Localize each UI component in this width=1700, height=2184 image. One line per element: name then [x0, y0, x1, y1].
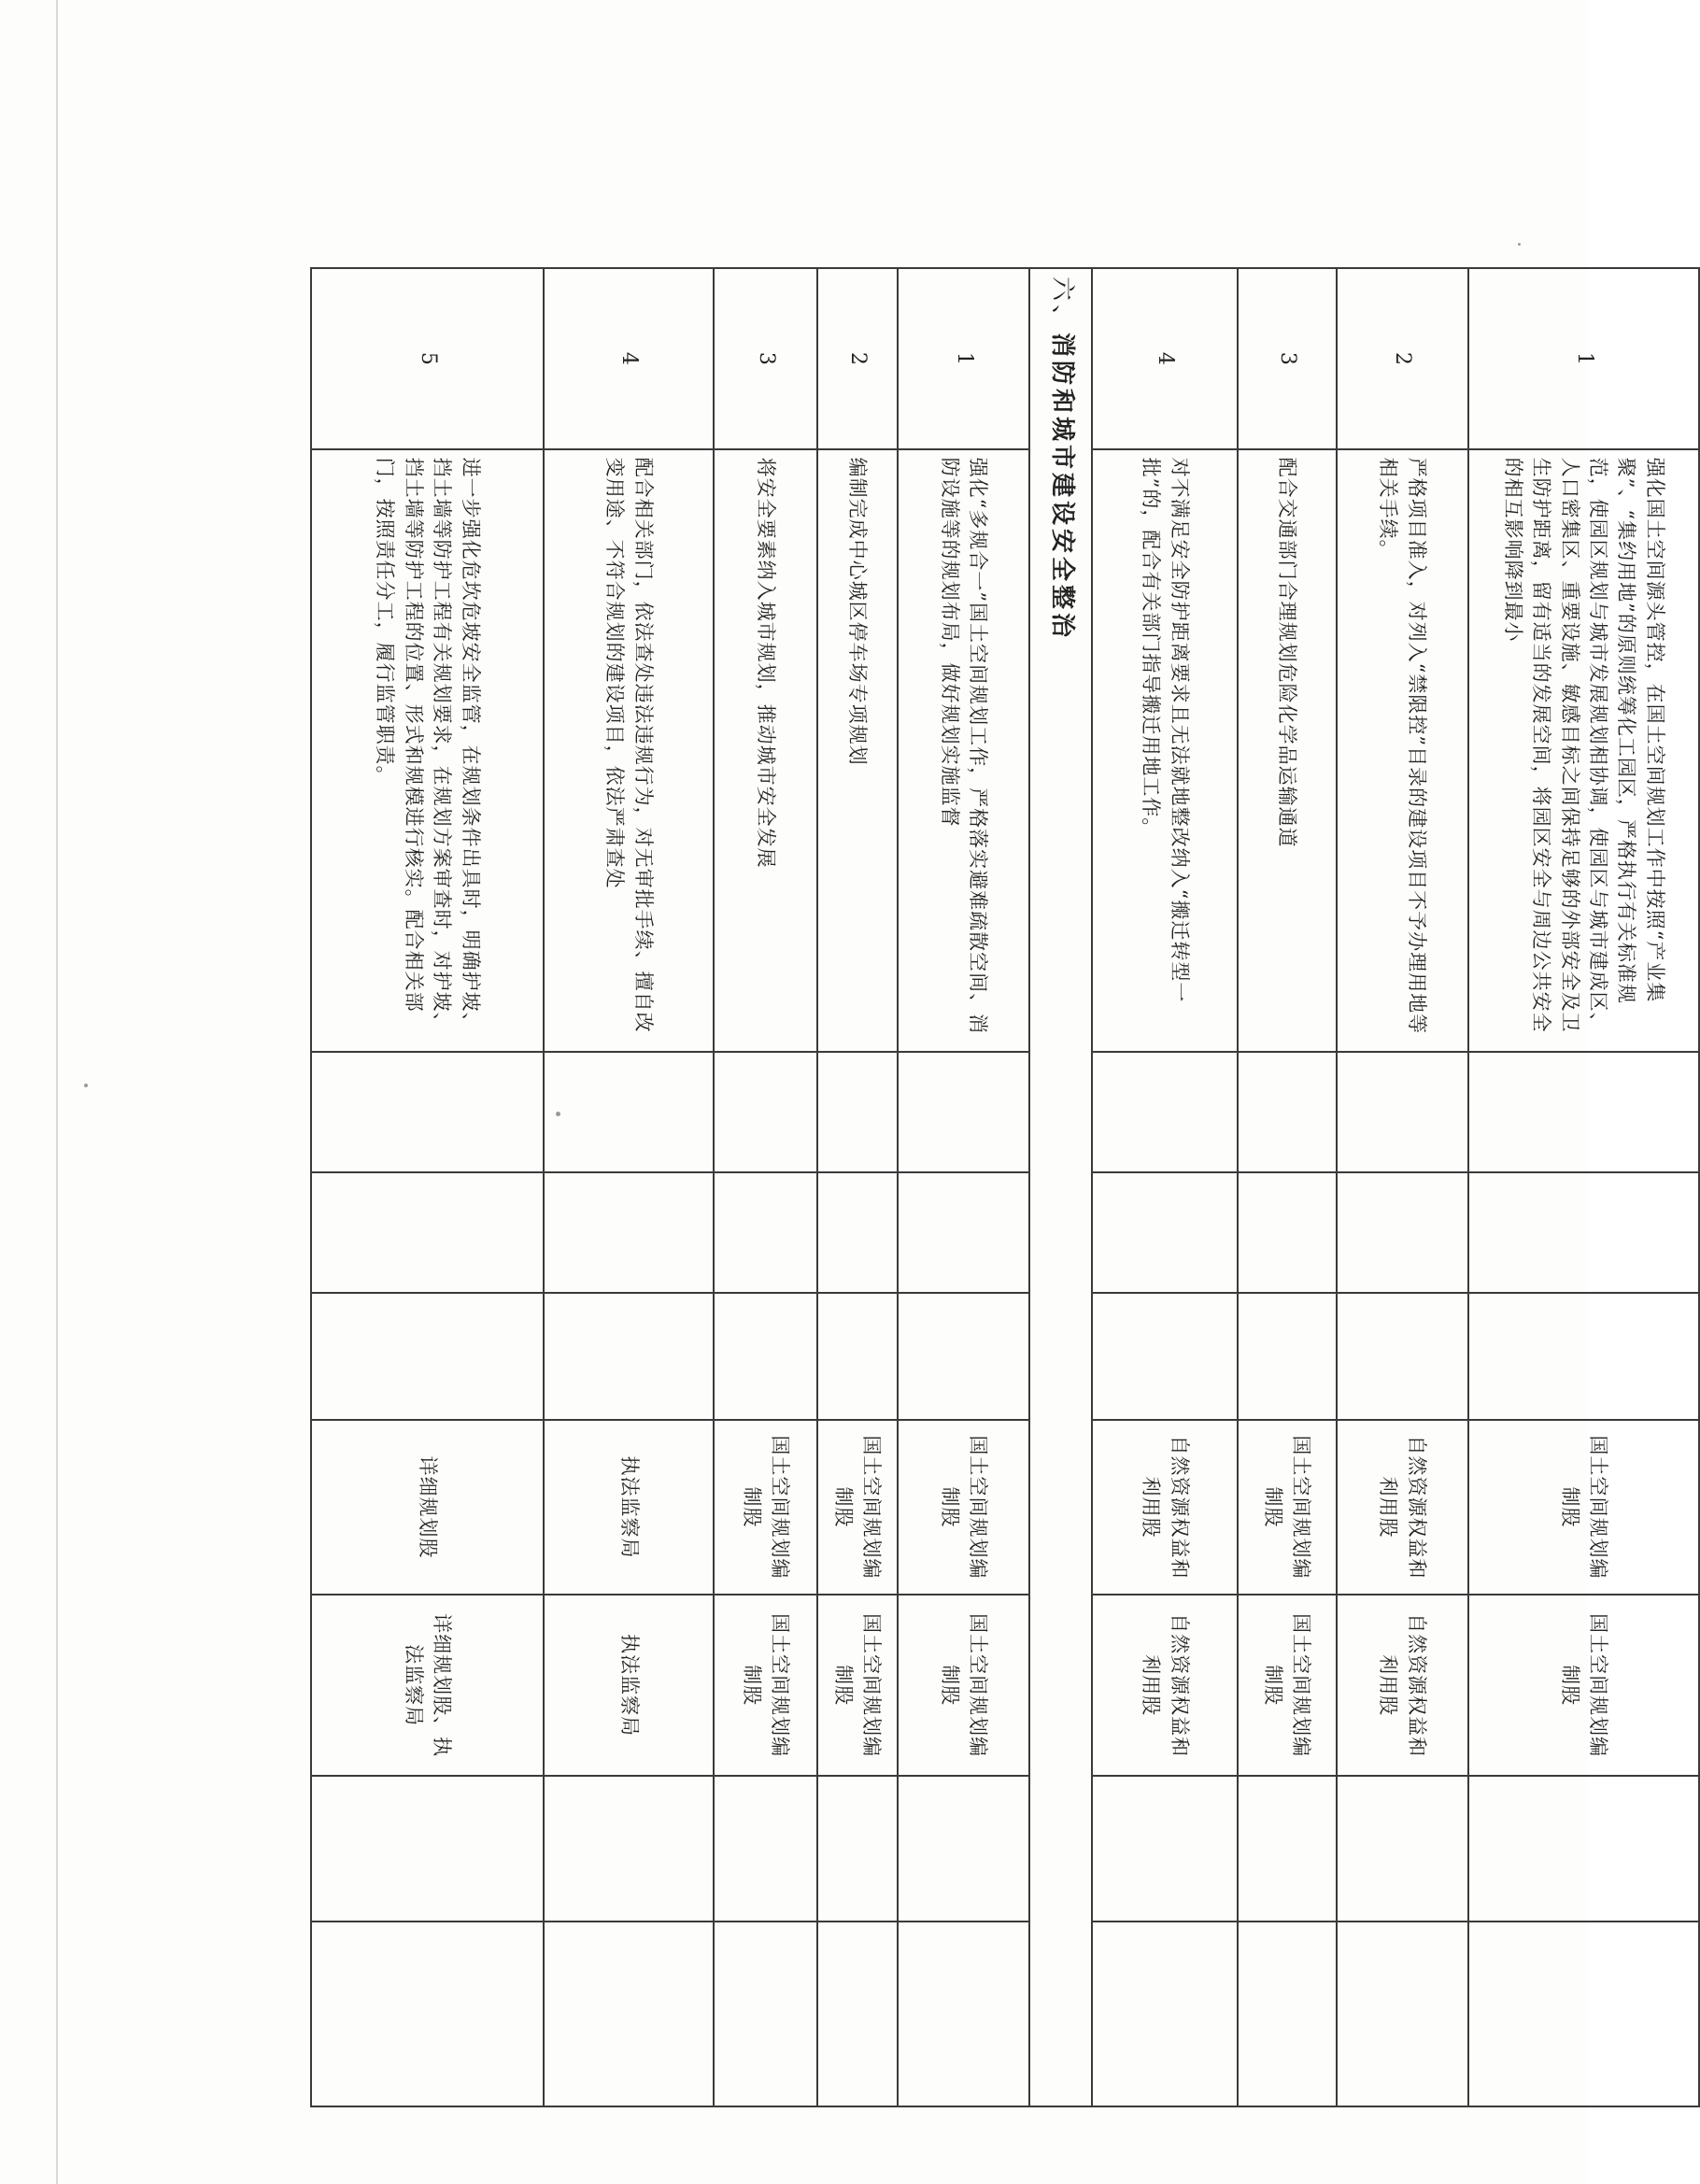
row-number: 4	[544, 268, 714, 449]
empty-cell	[1337, 1776, 1468, 1922]
empty-cell	[311, 1172, 544, 1293]
table-row	[714, 268, 816, 2106]
empty-cell	[1238, 1922, 1336, 2106]
empty-cell	[1238, 1293, 1336, 1419]
empty-cell	[1468, 1172, 1699, 1293]
empty-cell	[311, 1052, 544, 1172]
empty-cell	[898, 1922, 1029, 2106]
table-row	[311, 268, 544, 2106]
empty-cell	[1238, 1172, 1336, 1293]
assist-department: 详细规划股、执法监察局	[311, 1595, 544, 1776]
task-content: 强化国土空间源头管控，在国土空间规划工作中按照“产业集聚”、“集约用地”的原则统筹化工园区，严格执行有关标准规范，使园区规划与城市发展规划相协调，使园区与城市建成区、人口密集区、重要设施、敏感目标之间保持足够的外部安全及卫生防护距离，留有适当的发展空间，将园区安全与周边公共安全的相互影响降到最小	[1468, 449, 1699, 1053]
table-body-upper	[1092, 268, 1699, 2106]
lead-department: 自然资源权益和利用股	[1337, 1420, 1468, 1595]
row-number: 3	[714, 268, 816, 449]
empty-cell	[714, 1776, 816, 1922]
table-row	[544, 268, 714, 2106]
lead-department: 国土空间规划编制股	[817, 1420, 898, 1595]
row-number: 2	[1337, 268, 1468, 449]
lead-department: 详细规划股	[311, 1420, 544, 1595]
empty-cell	[898, 1172, 1029, 1293]
empty-cell	[311, 1776, 544, 1922]
empty-cell	[1468, 1052, 1699, 1172]
lead-department: 执法监察局	[544, 1420, 714, 1595]
section-row	[1029, 268, 1092, 2106]
assist-department: 执法监察局	[544, 1595, 714, 1776]
scan-edge-line	[56, 0, 58, 2184]
empty-cell	[714, 1172, 816, 1293]
section-heading-body	[1029, 268, 1092, 2106]
empty-cell	[1092, 1052, 1238, 1172]
empty-cell	[544, 1293, 714, 1419]
task-content: 配合交通部门合理规划危险化学品运输通道	[1238, 449, 1336, 1053]
empty-cell	[1337, 1172, 1468, 1293]
empty-cell	[1092, 1293, 1238, 1419]
empty-cell	[1238, 1052, 1336, 1172]
empty-cell	[817, 1922, 898, 2106]
task-content: 将安全要素纳入城市规划，推动城市安全发展	[714, 449, 816, 1053]
table-row	[898, 268, 1029, 2106]
assist-department: 国土空间规划编制股	[714, 1595, 816, 1776]
lead-department: 自然资源权益和利用股	[1092, 1420, 1238, 1595]
empty-cell	[714, 1052, 816, 1172]
task-content: 强化“多规合一”国土空间规划工作，严格落实避难疏散空间、消防设施等的规划布局，做好规划实施监督	[898, 449, 1029, 1053]
table-body-lower	[311, 268, 1029, 2106]
row-number: 3	[1238, 268, 1336, 449]
table-row	[817, 268, 898, 2106]
empty-cell	[898, 1776, 1029, 1922]
empty-cell	[544, 1172, 714, 1293]
task-table	[310, 267, 1700, 2107]
empty-cell	[311, 1293, 544, 1419]
empty-cell	[1092, 1922, 1238, 2106]
row-number: 5	[311, 268, 544, 449]
task-content: 对不满足安全防护距离要求且无法就地整改纳入“搬迁转型一批”的，配合有关部门指导搬迁用地工作。	[1092, 449, 1238, 1053]
row-number: 4	[1092, 268, 1238, 449]
row-number: 2	[817, 268, 898, 449]
section-number: 六、	[1047, 277, 1076, 333]
lead-department: 国土空间规划编制股	[1238, 1420, 1336, 1595]
task-content: 配合相关部门，依法查处违法违规行为，对无审批手续、擅自改变用途、不符合规划的建设项目，依法严肃查处	[544, 449, 714, 1053]
empty-cell	[1092, 1172, 1238, 1293]
table-row	[1468, 268, 1699, 2106]
empty-cell	[714, 1293, 816, 1419]
lead-department: 国土空间规划编制股	[714, 1420, 816, 1595]
rotated-table-container	[310, 267, 1700, 2107]
empty-cell	[1337, 1052, 1468, 1172]
empty-cell	[1238, 1776, 1336, 1922]
scan-speck	[84, 1084, 88, 1087]
table-row	[1092, 268, 1238, 2106]
section-heading	[1029, 268, 1092, 2106]
assist-department: 国土空间规划编制股	[1468, 1595, 1699, 1776]
empty-cell	[1468, 1776, 1699, 1922]
assist-department: 国土空间规划编制股	[898, 1595, 1029, 1776]
empty-cell	[817, 1776, 898, 1922]
empty-cell	[714, 1922, 816, 2106]
task-content: 严格项目准入，对列入“禁限控”目录的建设项目不予办理用地等相关手续。	[1337, 449, 1468, 1053]
section-title: 消防和城市建设安全整治	[1047, 333, 1076, 642]
task-content: 编制完成中心城区停车场专项规划	[817, 449, 898, 1053]
lead-department: 国土空间规划编制股	[898, 1420, 1029, 1595]
empty-cell	[898, 1293, 1029, 1419]
assist-department: 自然资源权益和利用股	[1092, 1595, 1238, 1776]
empty-cell	[544, 1776, 714, 1922]
assist-department: 国土空间规划编制股	[1238, 1595, 1336, 1776]
empty-cell	[544, 1922, 714, 2106]
row-number: 1	[1468, 268, 1699, 449]
empty-cell	[1468, 1293, 1699, 1419]
scan-speck	[1518, 243, 1521, 246]
empty-cell	[1092, 1776, 1238, 1922]
empty-cell	[1337, 1293, 1468, 1419]
task-content: 进一步强化危坎危坡安全监管，在规划条件出具时，明确护坡、挡土墙等防护工程有关规划要求，在规划方案审查时，对护坡、挡土墙等防护工程的位置、形式和规模进行核实。配合相关部门，按照责任分工，履行监管职责。	[311, 449, 544, 1053]
table-row	[1337, 268, 1468, 2106]
empty-cell	[817, 1052, 898, 1172]
empty-cell	[1468, 1922, 1699, 2106]
empty-cell	[898, 1052, 1029, 1172]
empty-cell	[1337, 1922, 1468, 2106]
empty-cell	[311, 1922, 544, 2106]
empty-cell	[817, 1172, 898, 1293]
table-row	[1238, 268, 1336, 2106]
lead-department: 国土空间规划编制股	[1468, 1420, 1699, 1595]
empty-cell	[817, 1293, 898, 1419]
assist-department: 国土空间规划编制股	[817, 1595, 898, 1776]
assist-department: 自然资源权益和利用股	[1337, 1595, 1468, 1776]
row-number: 1	[898, 268, 1029, 449]
empty-cell	[544, 1052, 714, 1172]
